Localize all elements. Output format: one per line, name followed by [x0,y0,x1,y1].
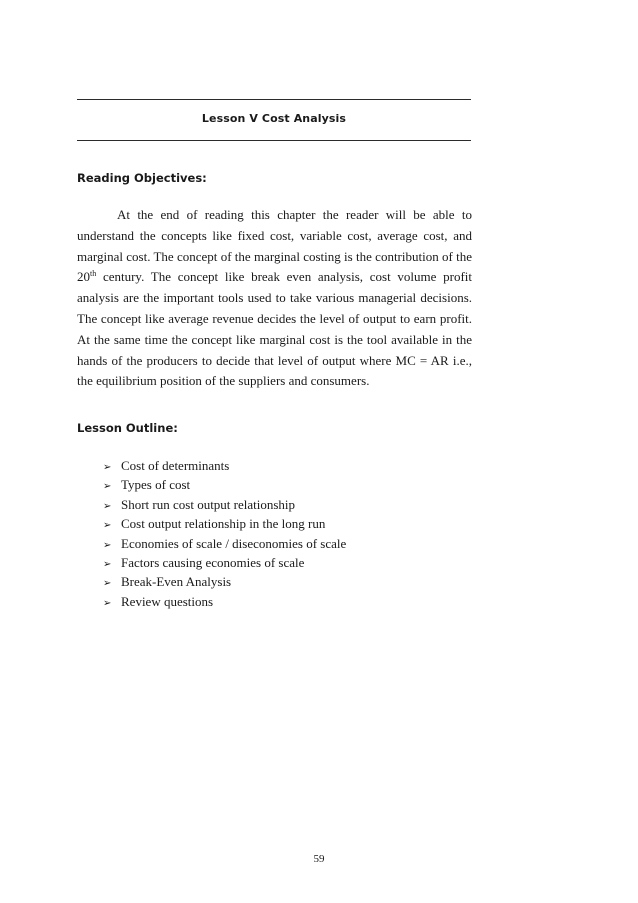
paragraph-text-part2: century. The concept like break even analysis, cost volume profit analysis are the important tools used to take various managerial decisions. The concept like average revenue decides the level of output to earn profit. At the same time the concept like marginal cost is the tool available in the hands of the producers to decide that level of output where MC = AR i.e., the equilibrium position of the suppliers and consumers. [77,269,472,389]
list-item-text: Break-Even Analysis [121,574,232,590]
list-item-text: Cost of determinants [121,458,230,473]
arrowhead-bullet-icon: ➢ [103,539,112,551]
reading-objectives-heading: Reading Objectives: [77,171,207,185]
list-item-text: Factors causing economies of scale [121,554,305,570]
list-item-text: Cost output relationship in the long run [121,516,326,532]
lesson-outline-heading: Lesson Outline: [77,421,178,435]
list-item [103,572,346,591]
list-item [103,592,346,611]
page-number: 59 [313,853,325,865]
reading-objectives-paragraph [77,205,472,392]
arrowhead-bullet-icon: ➢ [103,481,112,493]
list-item [103,514,346,533]
list-item [103,456,346,475]
arrowhead-bullet-icon: ➢ [103,520,112,532]
arrowhead-bullet-icon: ➢ [103,500,112,512]
lesson-title: Lesson V Cost Analysis [201,112,347,125]
arrowhead-bullet-icon: ➢ [103,597,112,609]
ordinal-superscript: th [90,269,97,279]
title-top-rule [77,99,471,100]
paragraph-text-part1: At the end of reading this chapter the reader will be able to understand the concepts like fixed cost, variable cost, average cost, and marginal cost. The concept of the marginal costing is the contribution of the 20 [77,207,472,285]
list-item-text: Short run cost output relationship [121,496,296,512]
arrowhead-bullet-icon: ➢ [103,578,112,590]
list-item-text: Review questions [121,593,214,609]
list-item [103,534,346,553]
arrowhead-bullet-icon: ➢ [103,558,112,570]
list-item [103,495,346,514]
arrowhead-bullet-icon: ➢ [103,462,112,473]
title-bottom-rule [77,140,471,141]
list-item-text: Economies of scale / diseconomies of scale [121,535,347,551]
list-item [103,475,346,494]
lesson-outline-list [103,456,346,611]
list-item-text: Types of cost [121,477,191,493]
list-item [103,553,346,572]
